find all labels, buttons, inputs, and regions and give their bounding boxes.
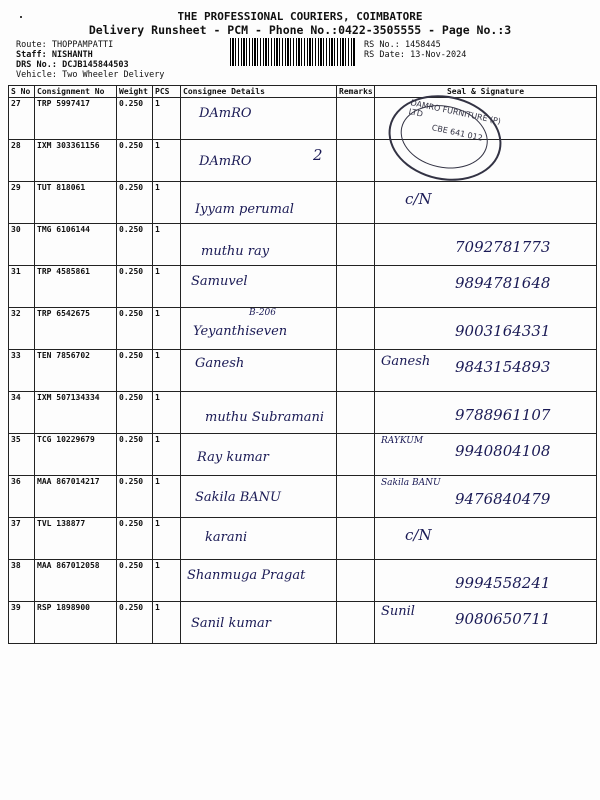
consignee-handwriting: Ganesh [195,356,245,371]
cell-remarks [337,602,375,644]
cell-consignee [181,434,337,476]
cell-weight: 0.250 [117,224,153,266]
consignee-handwriting: Shanmuga Pragat [187,568,306,583]
meta-left [16,40,164,80]
cell-remarks [337,266,375,308]
cell-signature [375,602,597,644]
vehicle-value: Two Wheeler Delivery [62,70,165,80]
rs-date-line: RS Date: 13-Nov-2024 [364,50,467,60]
company-title: THE PROFESSIONAL COURIERS, COIMBATORE [177,10,423,23]
col-weight: Weight [117,86,153,98]
seal-center: CBE 641 012 [430,123,484,143]
cell-remarks [337,98,375,140]
table-row [9,182,597,224]
consignee-handwriting: Iyyam perumal [195,202,294,217]
table-row [9,602,597,644]
signature-handwriting: 9003164331 [455,322,551,340]
cell-remarks [337,476,375,518]
cell-weight: 0.250 [117,98,153,140]
vehicle-line: Vehicle: Two Wheeler Delivery [16,70,165,80]
cell-signature [375,434,597,476]
cell-weight: 0.250 [117,518,153,560]
table-row [9,434,597,476]
table-row [9,224,597,266]
consignee-handwriting: Sakila BANU [195,490,282,505]
cell-remarks [337,350,375,392]
cell-consignee [181,392,337,434]
cell-signature [375,308,597,350]
consignee-handwriting: DAmRO [199,106,252,121]
cell-consignee [181,602,337,644]
signature-handwriting: 9080650711 [455,610,551,628]
row32-note: B-206 [249,308,276,318]
table-row [9,476,597,518]
cell-pcs: 1 [153,266,181,308]
cell-consignee [181,266,337,308]
cell-weight: 0.250 [117,266,153,308]
cell-consignment: TEN 7856702 [35,350,117,392]
cell-sno: 28 [9,140,35,182]
table-row [9,392,597,434]
cell-sno: 30 [9,224,35,266]
cell-weight: 0.250 [117,308,153,350]
runsheet-subtitle: Delivery Runsheet - PCM - Phone No.:0422-3505555 - Page No.:3 [88,23,512,37]
col-pcs: PCS [153,86,181,98]
row33-sig: Ganesh [381,354,431,369]
drs-value: DCJB145844503 [62,60,129,70]
meta-right [364,40,466,60]
col-remarks: Remarks [337,86,375,98]
cell-consignment: TMG 6106144 [35,224,117,266]
row28-mark: 2 [313,146,323,164]
consignee-handwriting: karani [205,530,248,545]
consignee-handwriting: DAmRO [199,154,252,169]
cell-pcs: 1 [153,140,181,182]
row36-sig: Sakila BANU [381,478,441,488]
cell-signature [375,476,597,518]
cell-consignment: TRP 4585861 [35,266,117,308]
cell-sno: 29 [9,182,35,224]
table-row [9,140,597,182]
cell-sno: 35 [9,434,35,476]
cell-consignment: IXM 507134334 [35,392,117,434]
cell-consignee [181,350,337,392]
cell-signature [375,392,597,434]
cell-weight: 0.250 [117,140,153,182]
cell-pcs: 1 [153,476,181,518]
table-row [9,98,597,140]
signature-handwriting: 9940804108 [455,442,551,460]
cell-sno: 34 [9,392,35,434]
signature-handwriting: 7092781773 [455,238,551,256]
cell-consignee [181,98,337,140]
cell-consignment: MAA 867012058 [35,560,117,602]
staff-line: Staff: NISHANTH [16,50,93,60]
cell-pcs: 1 [153,224,181,266]
cell-weight: 0.250 [117,350,153,392]
signature-handwriting: c/N [405,190,432,208]
drs-line: DRS No.: DCJB145844503 [16,60,129,70]
cell-consignee [181,476,337,518]
consignee-handwriting: muthu Subramani [205,410,324,425]
runsheet-table [8,85,597,644]
cell-consignee [181,182,337,224]
cell-sno: 37 [9,518,35,560]
consignee-handwriting: Samuvel [191,274,248,289]
cell-sno: 38 [9,560,35,602]
barcode [230,38,355,66]
table-row [9,350,597,392]
table-header [9,86,597,98]
cell-consignment: RSP 1898900 [35,602,117,644]
cell-consignment: TCG 10229679 [35,434,117,476]
col-seal: Seal & Signature [375,86,597,98]
cell-remarks [337,308,375,350]
signature-handwriting: 9994558241 [455,574,551,592]
cell-pcs: 1 [153,602,181,644]
cell-signature [375,560,597,602]
rs-no-line: RS No.: 1458445 [364,40,441,50]
cell-signature [375,350,597,392]
cell-remarks [337,140,375,182]
staff-value: NISHANTH [51,50,93,60]
cell-weight: 0.250 [117,392,153,434]
cell-remarks [337,182,375,224]
consignee-handwriting: muthu ray [201,244,270,259]
signature-handwriting: c/N [405,526,432,544]
cell-sno: 33 [9,350,35,392]
signature-handwriting: 9843154893 [455,358,551,376]
cell-consignment: TUT 818061 [35,182,117,224]
cell-consignment: TVL 138877 [35,518,117,560]
consignee-handwriting: Yeyanthiseven [193,324,288,339]
col-consignment: Consignment No [35,86,117,98]
cell-remarks [337,392,375,434]
cell-signature [375,518,597,560]
cell-sno: 36 [9,476,35,518]
consignee-handwriting: Ray kumar [197,450,269,465]
cell-consignment: IXM 303361156 [35,140,117,182]
cell-weight: 0.250 [117,560,153,602]
row35-name: RAYKUM [381,436,424,446]
table-row [9,560,597,602]
cell-pcs: 1 [153,182,181,224]
signature-handwriting: 9788961107 [455,406,551,424]
cell-pcs: 1 [153,392,181,434]
cell-sno: 39 [9,602,35,644]
cell-consignee [181,140,337,182]
cell-remarks [337,224,375,266]
rs-date-value: 13-Nov-2024 [410,50,467,60]
table-row [9,266,597,308]
cell-consignment: TRP 5997417 [35,98,117,140]
rs-no-value: 1458445 [404,40,441,50]
cell-remarks [337,434,375,476]
seal-text: DAMRO FURNITURE (P) LTD [407,98,502,127]
cell-consignee [181,224,337,266]
cell-pcs: 1 [153,308,181,350]
signature-handwriting: 9894781648 [455,274,551,292]
cell-pcs: 1 [153,560,181,602]
table-row [9,518,597,560]
cell-weight: 0.250 [117,434,153,476]
col-sno: S No [9,86,35,98]
cell-remarks [337,560,375,602]
cell-consignee [181,518,337,560]
route-line: Route: THOPPAMPATTI [16,40,114,50]
cell-weight: 0.250 [117,182,153,224]
cell-signature [375,224,597,266]
cell-pcs: 1 [153,98,181,140]
cell-weight: 0.250 [117,602,153,644]
route-value: THOPPAMPATTI [51,40,114,50]
cell-consignee [181,308,337,350]
signature-handwriting: 9476840479 [455,490,551,508]
cell-sno: 31 [9,266,35,308]
cell-signature [375,182,597,224]
cell-pcs: 1 [153,518,181,560]
cell-sno: 27 [9,98,35,140]
cell-remarks [337,518,375,560]
col-consignee: Consignee Details [181,86,337,98]
consignee-handwriting: Sanil kumar [191,616,272,631]
cell-pcs: 1 [153,350,181,392]
cell-sno: 32 [9,308,35,350]
table-row [9,308,597,350]
cell-consignment: MAA 867014217 [35,476,117,518]
cell-consignee [181,560,337,602]
cell-signature [375,266,597,308]
row39-sig: Sunil [381,604,415,619]
cell-consignment: TRP 6542675 [35,308,117,350]
cell-pcs: 1 [153,434,181,476]
cell-weight: 0.250 [117,476,153,518]
